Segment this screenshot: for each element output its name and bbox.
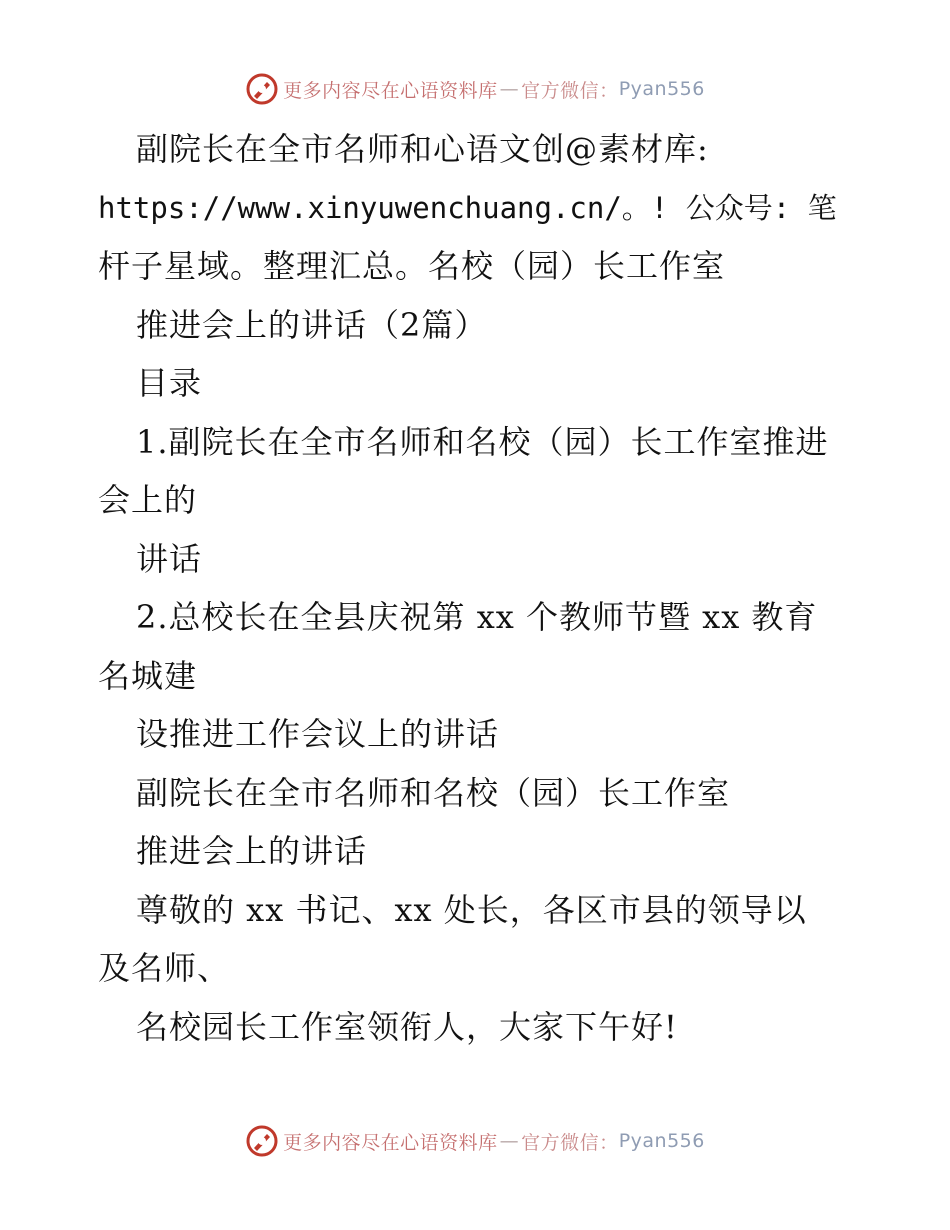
text-line: 杆子星域。整理汇总。名校（园）长工作室 (98, 247, 726, 285)
text-line: 副院长在全市名师和心语文创@素材库: (136, 130, 709, 168)
watermark-brand: 更多内容尽在心语资料库 (283, 79, 498, 102)
text-line: 及名师、 (98, 949, 231, 987)
text-line-url: https://www.xinyuwenchuang.cn/。! 公众号: 笔 (98, 190, 837, 225)
text-line: 名校园长工作室领衔人，大家下午好! (136, 1007, 678, 1046)
text-line: 会上的 (98, 481, 198, 519)
watermark-separator: — (499, 1130, 520, 1152)
watermark-wechat-id: Pyan556 (618, 1130, 705, 1152)
text-line: 讲话 (136, 539, 203, 578)
watermark-brand: 更多内容尽在心语资料库 (283, 1131, 498, 1154)
document-body (98, 120, 858, 1056)
watermark-separator: — (499, 78, 520, 100)
text-line: 名城建 (98, 656, 198, 695)
section-title: 副院长在全市名师和名校（园）长工作室 (136, 773, 731, 812)
text-line: 推进会上的讲话（2篇） (136, 305, 488, 344)
pen-logo-icon (245, 72, 279, 106)
toc-item-2: 2.总校长在全县庆祝第 xx 个教师节暨 xx 教育 (136, 598, 818, 636)
footer-watermark (0, 1124, 950, 1158)
watermark-wechat-id: Pyan556 (618, 78, 705, 100)
text-line: 设推进工作会议上的讲话 (136, 715, 500, 753)
pen-logo-icon (245, 1124, 279, 1158)
toc-item-1: 1.副院长在全市名师和名校（园）长工作室推进 (136, 422, 829, 461)
section-title: 推进会上的讲话 (136, 832, 368, 870)
text-line: 尊敬的 xx 书记、xx 处长，各区市县的领导以 (136, 890, 807, 929)
header-watermark (0, 72, 950, 106)
watermark-wechat-label: 官方微信： (521, 79, 619, 102)
toc-heading: 目录 (136, 364, 203, 402)
watermark-wechat-label: 官方微信： (521, 1131, 619, 1154)
